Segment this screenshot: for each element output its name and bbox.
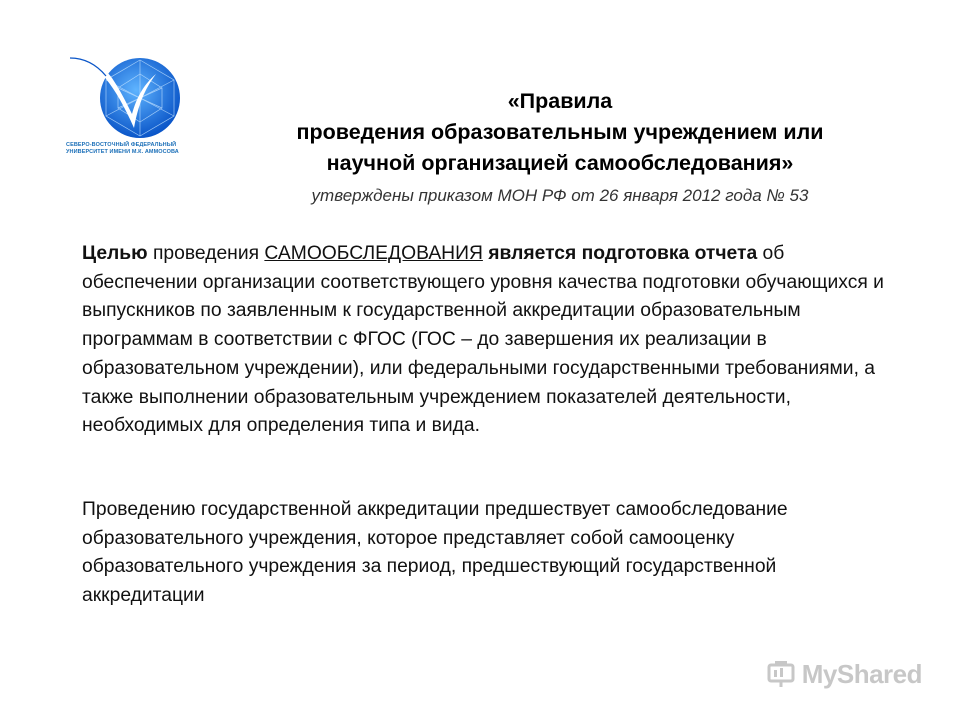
goal-bold-phrase: является подготовка отчета [482,243,758,264]
goal-text-rest: об обеспечении организации соответствующего уровня качества подготовки обучающихся и выпускников по заявленным к государственной аккредитации образовательным программам в соответствии с ФГОС (ГОС – до завершения их реализации в образовательном учреждении), или федеральными государственными требованиями, а также выполнении образовательным учреждением показателей деятельности, необходимых для определения типа и вида. [82,243,884,437]
title-line1: «Правила [507,89,613,113]
university-logo [66,50,192,162]
logo-caption-line1: СЕВЕРО-ВОСТОЧНЫЙ ФЕДЕРАЛЬНЫЙ [66,142,177,148]
goal-text-before: проведения [147,243,265,264]
paragraph-accreditation: Проведению государственной аккредитации предшествует самообследование образовательного учреждения, которое представляет собой самооценку образовательного учреждения за период, предшествующий государственной аккредитации [82,499,788,607]
title-line3: научной организацией самообследования» [326,151,794,175]
logo-caption [66,142,192,155]
logo-caption-line2: УНИВЕРСИТЕТ ИМЕНИ М.К. АММОСОВА [66,148,179,155]
paragraph-goal [82,240,894,441]
page-title [200,86,920,179]
goal-lead-word: Целью [82,243,148,264]
watermark-text: MyShared [801,658,922,689]
presentation-board-icon [766,659,796,689]
title-line2: проведения образовательным учреждением или [296,120,824,144]
university-globe-logo-icon [66,50,192,142]
watermark [766,656,922,692]
self-assessment-term: САМООБСЛЕДОВАНИЯ [264,243,483,264]
subtitle: утверждены приказом МОН РФ от 26 января 2012 года № 53 [311,186,809,205]
